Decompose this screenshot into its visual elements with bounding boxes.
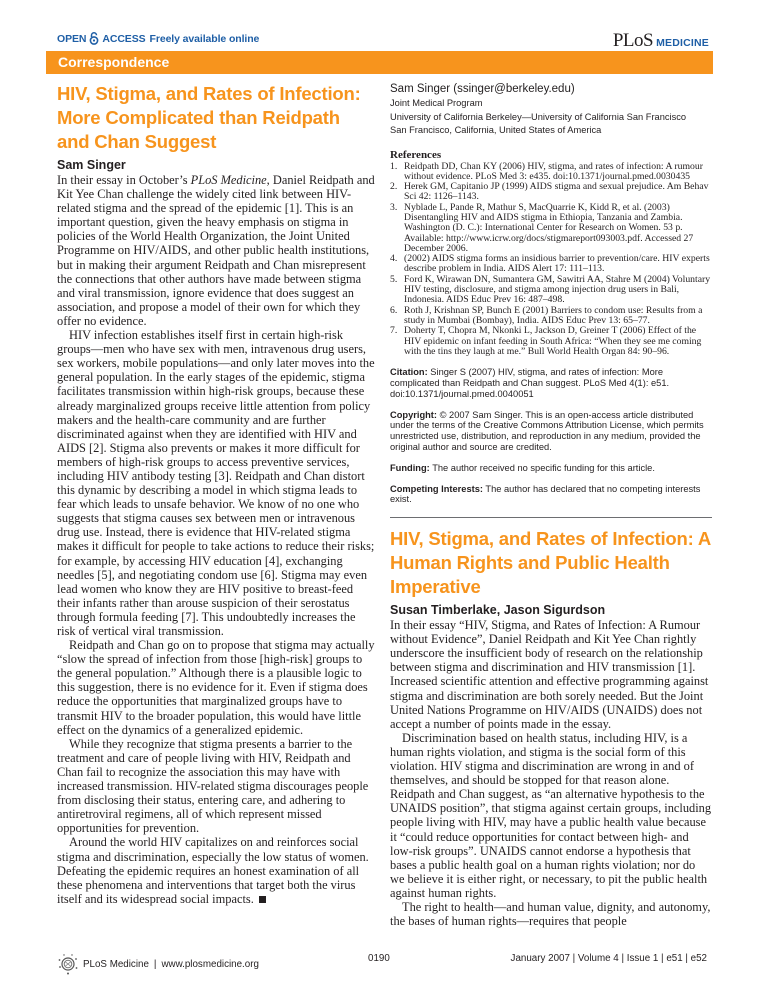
article1-paragraph-3: Reidpath and Chan go on to propose that stigma may actually “slow the spread of infection from those [high-risk] groups to the general population.” Although there is a plausible logic to this suggestion, there is no evidence for it. Even if stigma does reduce the opportunities that marginalized groups have to transmit HIV to the broader population, this would have little effect on the dynamics of a generalized epidemic.	[57, 638, 375, 737]
copyright-text: © 2007 Sam Singer. This is an open-access article distributed under the terms of the Creative Commons Attribution License, which permits unrestricted use, distribution, and reproduction in any medium, provided the original author and source are credited.	[390, 409, 704, 452]
journal-logo	[613, 30, 709, 52]
end-of-article-mark-icon	[259, 896, 266, 903]
reference-item	[390, 306, 712, 327]
citation	[390, 367, 712, 399]
reference-item	[390, 326, 712, 357]
article1-paragraph-5	[57, 835, 375, 905]
article2-title: HIV, Stigma, and Rates of Infection: A Human Rights and Public Health Imperative	[390, 528, 711, 598]
left-column	[57, 82, 375, 906]
article2-body	[390, 618, 712, 928]
article2-paragraph-3: The right to health—and human value, dignity, and autonomy, the bases of human rights—requires that people	[390, 899, 711, 929]
footer-journal-name: PLoS Medicine	[83, 958, 149, 970]
reference-number: 2.	[390, 181, 398, 193]
issue-info: January 2007 | Volume 4 | Issue 1 | e51 | e52	[510, 953, 707, 964]
open-access-banner	[57, 32, 259, 45]
references-heading: References	[390, 148, 442, 161]
competing-interests-text: The author has declared that no competing interests exist.	[390, 483, 701, 505]
references-list	[390, 162, 712, 358]
reference-number: 3.	[390, 201, 398, 213]
reference-item	[390, 162, 712, 183]
right-column	[390, 82, 712, 928]
article2-authors: Susan Timberlake, Jason Sigurdson	[390, 603, 606, 618]
footer-journal	[57, 953, 259, 975]
article1-paragraph-2: HIV infection establishes itself first in certain high-risk groups—men who have sex with men, intravenous drug users, sex workers, mobile populations—and only later moves into the general population. In the early stages of the epidemic, stigma facilitates transmission within high-risk groups, because these already marginalized groups receive little attention from policy makers and the health-care community and are further discriminated against when they are identified with HIV and AIDS [2]. Stigma also prevents or makes it more difficult for members of high-risk groups to access preventive services, including HIV antibody testing [3]. Reidpath and Chan distort this dynamic by describing a model in which stigma leads to fear which leads to unsafe behavior. We know of no one who suggests that stigma causes sex between men or intravenous drug use. Instead, there is evidence that HIV-related stigma makes it difficult for people to take actions to reduce their risks; for example, by accessing HIV education [4], exchanging needles [5], and negotiating condom use [6]. Stigma may even lead women who know they are HIV positive to breast-feed their infants rather than arouse suspicion of their serostatus through formula feeding [7]. This undoubtedly increases the risk of vertical viral transmission.	[57, 328, 375, 638]
article1-author: Sam Singer	[57, 158, 126, 172]
author-contact: Sam Singer (ssinger@berkeley.edu)	[390, 83, 575, 95]
article1-paragraph-1	[57, 173, 375, 328]
funding	[390, 463, 712, 474]
journal-name-italic: PLoS Medicine	[190, 173, 267, 187]
footer-separator: |	[153, 958, 157, 970]
citation-text: Singer S (2007) HIV, stigma, and rates of infection: More complicated than Reidpath and Chan suggest. PLoS Med 4(1): e51. doi:10.1371/journal.pmed.0040051	[390, 367, 670, 399]
citation-label: Citation:	[390, 367, 428, 378]
reference-item	[390, 203, 712, 254]
reference-number: 5.	[390, 273, 398, 285]
author-address	[390, 82, 712, 138]
reference-text: Doherty T, Chopra M, Nkonki L, Jackson D, Greiner T (2006) Effect of the HIV epidemic on infant feeding in South Africa: “When they see me coming with the tins they laugh at me.” Bull World Health Organ 84: 90–96.	[404, 325, 702, 357]
reference-item	[390, 182, 712, 203]
reference-text: Ford K, Wirawan DN, Sumantera GM, Sawitri AA, Stahre M (2004) Voluntary HIV testing, disclosure, and stigma among injection drug users in Bali, Indonesia. AIDS Educ Prev 16: 487–498.	[404, 273, 711, 306]
open-label: OPEN	[57, 32, 87, 45]
access-label: ACCESS	[102, 32, 146, 45]
reference-number: 7.	[390, 325, 398, 337]
article2-paragraph-2: Discrimination based on health status, including HIV, is a human rights violation, and stigma is the social form of this violation. HIV stigma and discrimination are wrong in and of themselves, and should be stopped for that reason alone. Reidpath and Chan suggest, as “an alternative hypothesis to the UNAIDS position”, that stigma against certain groups, including people living with HIV, may have a public health value because it “could reduce opportunities for contact between high- and low-risk groups”. UNAIDS cannot endorse a hypothesis that bases a public health goal on a human rights violation; nor do we believe it is either right, or necessary, to pit the public health against human rights.	[390, 730, 712, 900]
footer-url[interactable]: www.plosmedicine.org	[161, 958, 259, 970]
section-label: Correspondence	[58, 54, 170, 70]
address-line-2: University of California Berkeley—University of California San Francisco	[390, 111, 687, 122]
paragraph-text: Around the world HIV capitalizes on and reinforces social stigma and discrimination, especially the low status of women. Defeating the epidemic requires an honest examination of all these phenomena and interventions that target both the virus itself and its widespread social impacts.	[57, 835, 369, 906]
funding-label: Funding:	[390, 462, 430, 473]
reference-text: Roth J, Krishnan SP, Bunch E (2001) Barriers to condom use: Results from a study in Mumbai (Bombay), India. AIDS Educ Prev 13: 65–77.	[404, 304, 703, 326]
address-line-1: Joint Medical Program	[390, 98, 483, 108]
article1-paragraph-4: While they recognize that stigma presents a barrier to the treatment and care of people living with HIV, Reidpath and Chan fail to recognize the association this may have with increased transmission. HIV-related stigma discourages people from disclosing their status, entering care, and adhering to antiretroviral regimens, all of which represent missed opportunities for prevention.	[57, 736, 369, 836]
plos-medicine-seal-icon	[57, 953, 79, 975]
article1-title: HIV, Stigma, and Rates of Infection: More Complicated than Reidpath and Chan Suggest	[57, 83, 361, 152]
paragraph-text: In their essay in October’s	[57, 173, 191, 187]
journal-logo-plos: PLoS	[612, 30, 654, 51]
copyright-label: Copyright:	[390, 409, 437, 420]
address-line-3: San Francisco, California, United States of America	[390, 125, 602, 135]
reference-text: Herek GM, Capitanio JP (1999) AIDS stigma and sexual prejudice. Am Behav Sci 42: 1126–1143.	[404, 181, 709, 203]
open-access-lock-icon	[89, 32, 99, 45]
reference-number: 4.	[390, 253, 398, 265]
competing-interests	[390, 484, 712, 506]
reference-item	[390, 254, 712, 275]
copyright	[390, 410, 712, 453]
reference-item	[390, 275, 712, 306]
article-divider	[390, 517, 712, 518]
article2-paragraph-1: In their essay “HIV, Stigma, and Rates of Infection: A Rumour without Evidence”, Daniel Reidpath and Kit Yee Chan rightly underscore the insufficient body of research on the relationship between stigma and discrimination and HIV transmission [1]. Increased scientific attention and effective programming against stigma and discrimination are both sorely needed. But the Joint United Nations Programme on HIV/AIDS (UNAIDS) does not accept a number of points made in the essay.	[390, 618, 709, 731]
reference-text: Reidpath DD, Chan KY (2006) HIV, stigma, and rates of infection: A rumour without evidence. PLoS Med 3: e435. doi:10.1371/journal.pmed.0030435	[404, 160, 703, 182]
reference-number: 6.	[390, 304, 398, 316]
freely-available-label: Freely available online	[149, 32, 260, 45]
funding-text: The author received no specific funding for this article.	[432, 462, 655, 473]
article1-body	[57, 173, 375, 906]
reference-number: 1.	[390, 160, 398, 172]
paragraph-text: , Daniel Reidpath and Kit Yee Chan challenge the widely cited link between HIV-related stigma and the spread of the epidemic [1]. This is an important question, given the heavy emphasis on stigma in policies of the World Health Organization, the Joint United Programme on HIV/AIDS, and other public health institutions, but in making their argument Reidpath and Chan misrepresent the connections that other authors have made between stigma and viral transmission, ignore evidence that does suggest an association, and propose a model of their own for which they offer no evidence.	[57, 173, 375, 328]
section-band	[46, 51, 713, 74]
page-number: 0190	[368, 953, 390, 964]
reference-text: (2002) AIDS stigma forms an insidious barrier to prevention/care. HIV experts describe problem in India. AIDS Alert 17: 111–113.	[404, 253, 710, 275]
journal-logo-medicine: MEDICINE	[656, 37, 709, 49]
competing-interests-label: Competing Interests:	[390, 483, 483, 494]
reference-text: Nyblade L, Pande R, Mathur S, MacQuarrie K, Kidd R, et al. (2003) Disentangling HIV and AIDS stigma in Ethiopia, Tanzania and Zambia. Washington (D. C.): International Center for Research on Women. 53 p. Available: http://www.icrw.org/docs/stigmareport093003.pdf. Accessed 27 December 2006.	[404, 201, 694, 254]
